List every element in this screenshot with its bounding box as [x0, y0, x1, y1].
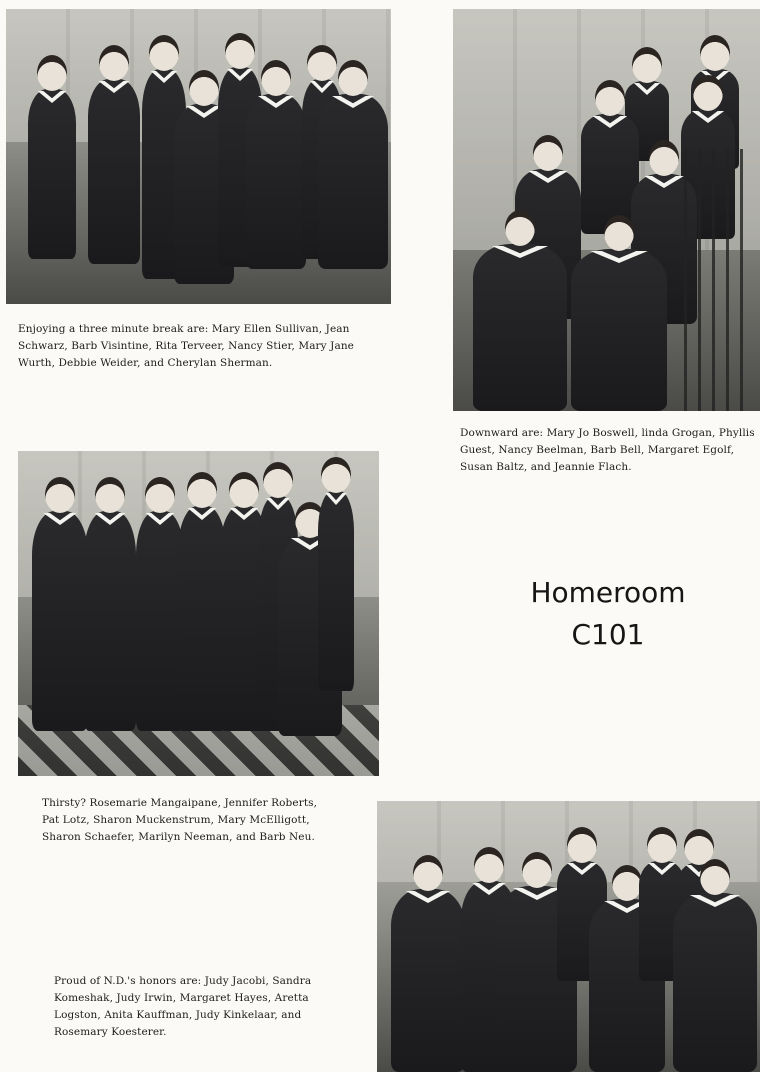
student-figure	[136, 511, 184, 731]
stair-railing	[684, 149, 754, 411]
student-figure	[28, 89, 76, 259]
student-figure	[88, 79, 140, 264]
photo-drinking-fountain	[18, 451, 379, 776]
student-figure	[178, 506, 226, 731]
photo-nd-honors	[377, 801, 760, 1072]
student-figure	[571, 249, 667, 411]
caption-thirsty: Thirsty? Rosemarie Mangaipane, Jennifer Roberts, Pat Lotz, Sharon Muckenstrum, Mary McElligott, Sharon Schaefer, Marilyn Neeman, and Barb Neu.	[42, 797, 318, 843]
student-figure	[391, 889, 465, 1072]
photo-three-minute-break	[6, 9, 391, 304]
caption-proud-nd-honors: Proud of N.D.'s honors are: Judy Jacobi, Sandra Komeshak, Judy Irwin, Margaret Hayes, Aretta Logston, Anita Kauffman, Judy Kinkelaar, and Rosemary Koesterer.	[54, 975, 312, 1038]
caption-three-minute-break: Enjoying a three minute break are: Mary Ellen Sullivan, Jean Schwarz, Barb Visintine, Rita Terveer, Nancy Stier, Mary Jane Wurth, Debbie Weider, and Cherylan Sherman.	[18, 323, 354, 369]
student-figure	[473, 244, 567, 411]
student-figure	[318, 94, 388, 269]
student-figure	[32, 511, 88, 731]
page-title	[490, 572, 726, 656]
student-figure	[84, 511, 136, 731]
page-title-line-1: Homeroom	[530, 576, 686, 609]
student-figure	[246, 94, 306, 269]
student-figure	[673, 893, 757, 1072]
student-figure	[318, 491, 354, 691]
caption-downward: Downward are: Mary Jo Boswell, linda Grogan, Phyllis Guest, Nancy Beelman, Barb Bell, Margaret Egolf, Susan Baltz, and Jeannie Flach.	[460, 427, 755, 473]
photo-staircase	[453, 9, 760, 411]
page-title-line-2: C101	[571, 618, 645, 651]
